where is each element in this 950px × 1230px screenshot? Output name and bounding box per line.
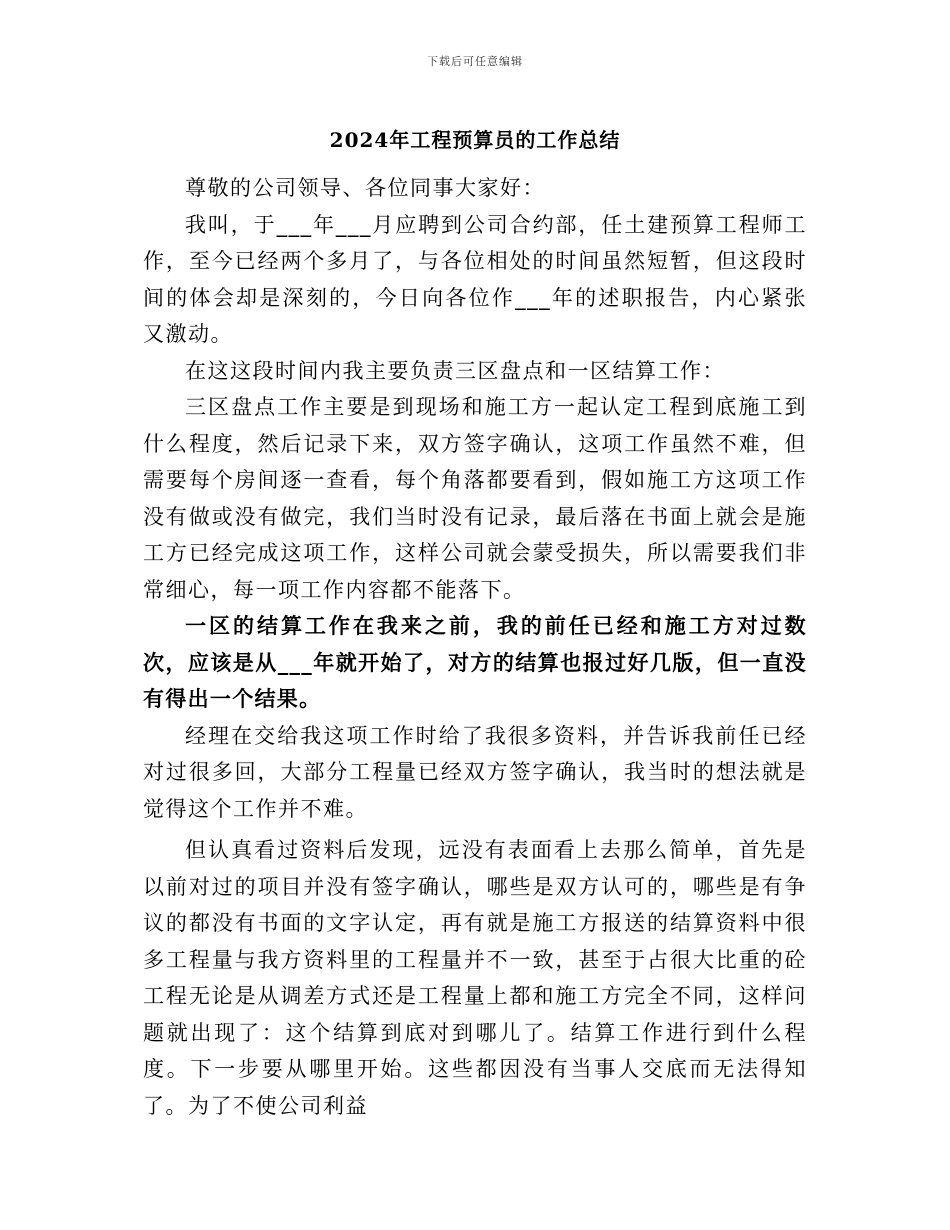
paragraph-manager-handover: 经理在交给我这项工作时给了我很多资料，并告诉我前任已经对过很多回，大部分工程量已经双方签字确认，我当时的想法就是觉得这个工作并不难。 [143,723,807,821]
paragraph-introduction: 我叫，于___年___月应聘到公司合约部，任土建预算工程师工作，至今已经两个多月了，与各位相处的时间虽然短暂，但这段时间的体会却是深刻的，今日向各位作___年的述职报告，内心紧张又激动。 [143,212,807,346]
paragraph-responsibilities: 在这这段时间内我主要负责三区盘点和一区结算工作： [185,358,725,383]
paragraph-findings: 但认真看过资料后发现，远没有表面看上去那么简单，首先是以前对过的项目并没有签字确认，哪些是双方认可的，哪些是有争议的都没有书面的文字认定，再有就是施工方报送的结算资料中很多工程量与我方资料里的工程量并不一致，甚至于占很大比重的砼工程无论是从调差方式还是工程量上都和施工方完全不同，这样问题就出现了：这个结算到底对到哪儿了。结算工作进行到什么程度。下一步要从哪里开始。这些都因没有当事人交底而无法得知了。为了不使公司利益 [143,838,807,1118]
paragraph-greeting: 尊敬的公司领导、各位同事大家好： [185,176,545,200]
document-title: 2024年工程预算员的工作总结 [329,128,621,152]
header-note: 下载后可任意编辑 [427,55,523,68]
paragraph-zone-three-inventory: 三区盘点工作主要是到现场和施工方一起认定工程到底施工到什么程度，然后记录下来，双方签字确认，这项工作虽然不难，但需要每个房间逐一查看，每个角落都要看到，假如施工方这项工作没有做或没有做完，我们当时没有记录，最后落在书面上就会是施工方已经完成这项工作，这样公司就会蒙受损失，所以需要我们非常细心，每一项工作内容都不能落下。 [143,395,807,602]
document-body [143,170,807,1124]
paragraph-zone-one-settlement: 一区的结算工作在我来之前，我的前任已经和施工方对过数次，应该是从___年就开始了，对方的结算也报过好几版，但一直没有得出一个结果。 [143,614,807,711]
